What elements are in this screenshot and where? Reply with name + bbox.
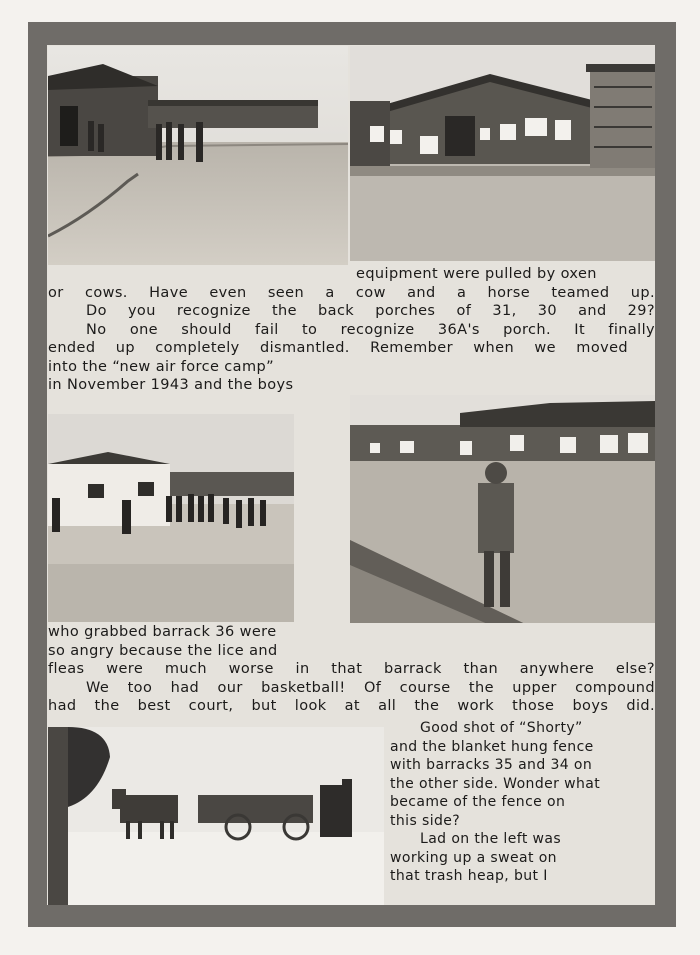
- caption-block-2: [48, 623, 655, 716]
- caption-line: We too had our basketball! Of course the upper compound: [86, 679, 655, 696]
- caption-line: or cows. Have even seen a cow and a horse teamed up.: [48, 284, 655, 301]
- caption-line: that trash heap, but I: [390, 868, 548, 884]
- caption-line: so angry because the lice and: [48, 642, 278, 659]
- photo-barrack-36-image: [48, 414, 294, 622]
- caption-line: Lad on the left was: [420, 831, 562, 847]
- photo-horse-wagon: [48, 727, 384, 905]
- caption-line: became of the fence on: [390, 794, 566, 810]
- caption-line: Good shot of “Shorty”: [420, 720, 583, 736]
- caption-line: into the “new air force camp”: [48, 358, 274, 375]
- caption-block-1: [48, 265, 655, 395]
- photo-camp-street-image: [48, 46, 348, 284]
- caption-line: Do you recognize the back porches of 31, 30 and 29?: [86, 303, 655, 319]
- caption-line: had the best court, but look at all the work those boys did.: [48, 698, 655, 714]
- caption-line: with barracks 35 and 34 on: [390, 757, 593, 773]
- photo-shorty-image: [350, 365, 655, 655]
- caption-block-3: [390, 719, 655, 886]
- caption-line: in November 1943 and the boys: [48, 377, 294, 393]
- photo-horse-wagon-image: [48, 727, 384, 905]
- caption-line: No one should fail to recognize 36A's porch. It finally: [86, 321, 655, 338]
- photo-shorty: [350, 365, 655, 655]
- caption-line: this side?: [390, 812, 461, 829]
- caption-line: who grabbed barrack 36 were: [48, 624, 277, 640]
- photo-barrack-36: [48, 414, 294, 622]
- caption-line: ended up completely dismantled. Remember when we moved: [48, 340, 628, 356]
- caption-line: equipment were pulled by oxen: [356, 266, 597, 282]
- caption-line: working up a sweat on: [390, 849, 557, 866]
- photo-barracks-laundry: [350, 46, 655, 261]
- photo-barracks-laundry-image: [350, 46, 655, 261]
- caption-line: the other side. Wonder what: [390, 775, 601, 792]
- caption-line: and the blanket hung fence: [390, 738, 594, 755]
- photo-camp-street: [48, 46, 348, 284]
- caption-line: fleas were much worse in that barrack than anywhere else?: [48, 661, 655, 677]
